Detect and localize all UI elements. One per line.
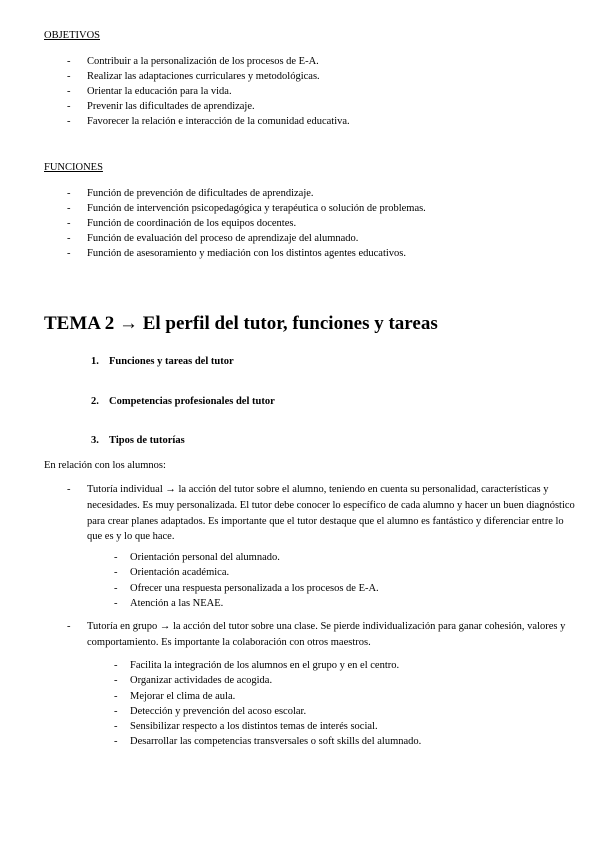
section-number: 3. <box>91 435 99 446</box>
funciones-heading: FUNCIONES <box>44 162 103 173</box>
list-item: - Orientar la educación para la vida. <box>67 84 350 99</box>
list-item: - Favorecer la relación e interacción de la comunidad educativa. <box>67 114 350 129</box>
section-number: 2. <box>91 396 99 407</box>
list-item: - Sensibilizar respecto a los distintos temas de interés social. <box>114 719 421 734</box>
tutoria-grupo-text: Tutoría en grupo → la acción del tutor sobre una clase. Se pierde individualización para ganar cohesión, valores y comportamiento. Es importante la colaboración con otros maestros. <box>87 621 566 648</box>
tutoria-grupo-paragraph <box>67 619 567 651</box>
tutoria-individual-text: Tutoría individual → la acción del tutor sobre el alumno, teniendo en cuenta su personalidad, características y necesidades. Es muy personalizada. El tutor debe conocer lo específico de cada alumno y hacer un buen diagnóstico para crear planes adaptados. Es importante que el tutor destaque que el alumno es fantástico y diferenciar entre lo que es y lo que hace. <box>87 484 575 543</box>
list-item: - Detección y prevención del acoso escolar. <box>114 704 421 719</box>
list-item: - Prevenir las dificultades de aprendizaje. <box>67 99 350 114</box>
alumnos-intro: En relación con los alumnos: <box>44 460 166 471</box>
tutoria-individual-paragraph <box>67 482 575 545</box>
objetivos-list <box>67 54 350 129</box>
section-heading-1 <box>91 354 234 369</box>
section-label: Competencias profesionales del tutor <box>109 396 275 407</box>
section-number: 1. <box>91 356 99 367</box>
section-heading-2 <box>91 394 275 409</box>
section-label: Tipos de tutorías <box>109 435 185 446</box>
dash-bullet: - <box>67 621 71 632</box>
list-item: - Orientación personal del alumnado. <box>114 550 379 565</box>
list-item: - Facilita la integración de los alumnos en el grupo y en el centro. <box>114 658 421 673</box>
section-heading-3 <box>91 433 185 448</box>
list-item: - Organizar actividades de acogida. <box>114 673 421 688</box>
dash-bullet: - <box>67 484 71 495</box>
list-item: - Realizar las adaptaciones curriculares y metodológicas. <box>67 69 350 84</box>
list-item: - Función de asesoramiento y mediación con los distintos agentes educativos. <box>67 246 426 261</box>
funciones-list <box>67 186 426 261</box>
tutoria-grupo-list <box>114 658 421 750</box>
tutoria-individual-list <box>114 550 379 611</box>
list-item: - Función de intervención psicopedagógica y terapéutica o solución de problemas. <box>67 201 426 216</box>
list-item: - Función de coordinación de los equipos docentes. <box>67 216 426 231</box>
section-label: Funciones y tareas del tutor <box>109 356 234 367</box>
list-item: - Ofrecer una respuesta personalizada a los procesos de E-A. <box>114 581 379 596</box>
list-item: - Mejorar el clima de aula. <box>114 689 421 704</box>
list-item: - Orientación académica. <box>114 565 379 580</box>
tema-title: TEMA 2 → El perfil del tutor, funciones y tareas <box>44 313 438 334</box>
list-item: - Función de prevención de dificultades de aprendizaje. <box>67 186 426 201</box>
objetivos-heading: OBJETIVOS <box>44 30 101 41</box>
list-item: - Atención a las NEAE. <box>114 596 379 611</box>
list-item: - Contribuir a la personalización de los procesos de E-A. <box>67 54 350 69</box>
list-item: - Función de evaluación del proceso de aprendizaje del alumnado. <box>67 231 426 246</box>
list-item: - Desarrollar las competencias transversales o soft skills del alumnado. <box>114 734 421 749</box>
